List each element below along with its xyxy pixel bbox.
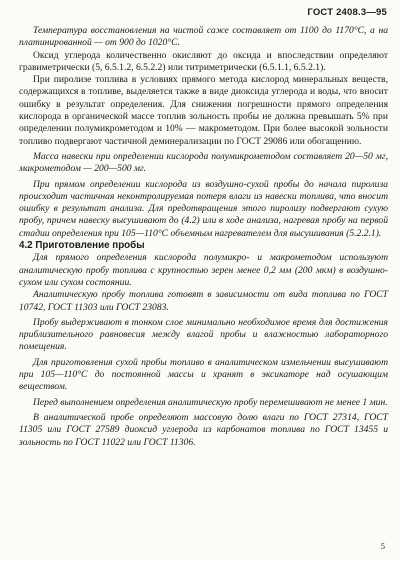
paragraph-sample-mass: Масса навески при определении кислорода полумикрометодом составляет 20—50 мг, макрометодом — 200—500 мг. xyxy=(19,150,388,175)
standard-code-header: ГОСТ 2408.3—95 xyxy=(307,7,387,18)
paragraph-co-oxidation: Оксид углерода количественно окисляют до оксида и впоследствии определяют гравиметрически (5, 6.5.1.2, 6.5.2.2) или титриметрически (6.5.1.1, 6.5.2.1). xyxy=(19,49,388,73)
section-paragraph-analytical-sample: Для прямого определения кислорода полумикро- и макрометодом используют аналитическую пробу топлива с крупностью зерен менее 0,2 мм (200 мкм) в воздушно-сухом или сухом состоянии. xyxy=(19,252,388,288)
section-paragraph-dry-sample: Для приготовления сухой пробы топливо в аналитическом измельчении высушивают при 105—110°С до постоянной массы и хранят в эксикаторе над осушающим веществом. xyxy=(19,356,388,393)
section-title: 4.2 Приготовление пробы xyxy=(19,240,145,252)
paragraph-moisture-loss: При прямом определении кислорода из воздушно-сухой пробы до начала пиролиза происходит частичная неконтролируемая потеря влаги из навески топлива, что вносит ошибку в результат анализа. Для предотвращения этого пиролизу подвергают сухую пробу, причем навеску высушивают до (4.2) или в ходе анализа, нагревая пробу на первой стадии определения при 105—110°С объемным нагревателем для высушивания (5.2.2.1). xyxy=(19,178,388,239)
paragraph-reduction-temperature: Температура восстановления на чистой саже составляет от 1100 до 1170°С, а на платинированной — от 900 до 1020°С. xyxy=(19,25,388,49)
section-paragraph-equilibrium: Пробу выдерживают в тонком слое минимально необходимое время для достижения приблизительного равновесия между влагой пробы и влажностью лабораторного помещения. xyxy=(19,316,388,353)
page-content xyxy=(19,25,388,449)
page-number: 5 xyxy=(380,541,385,551)
section-paragraph-mixing: Перед выполнением определения аналитическую пробу перемешивают не менее 1 мин. xyxy=(33,396,388,408)
section-paragraph-determinations: В аналитической пробе определяют массовую долю влаги по ГОСТ 27314, ГОСТ 11305 или ГОСТ 27589 диоксид углерода из карбонатов топлива по ГОСТ 13455 и зольность по ГОСТ 11022 или ГОСТ 11306. xyxy=(19,411,388,448)
section-paragraph-preparation-standards: Аналитическую пробу топлива готовят в зависимости от вида топлива по ГОСТ 10742, ГОСТ 11303 или ГОСТ 23083. xyxy=(19,289,388,313)
paragraph-pyrolysis-error: При пиролизе топлива в условиях прямого метода кислород минеральных веществ, содержащихся в топливе, выделяется также в виде диоксида углерода и воды, что вносит ошибку в результат определения. Для снижения погрешности прямого определения кислорода в органической массе топлив зольность пробы не должна превышать 5% при определении полумикрометодом и 10% — макрометодом. При более высокой зольности топливо подвергают частичной деминерализации по ГОСТ 29086 или обогащению. xyxy=(19,74,388,147)
